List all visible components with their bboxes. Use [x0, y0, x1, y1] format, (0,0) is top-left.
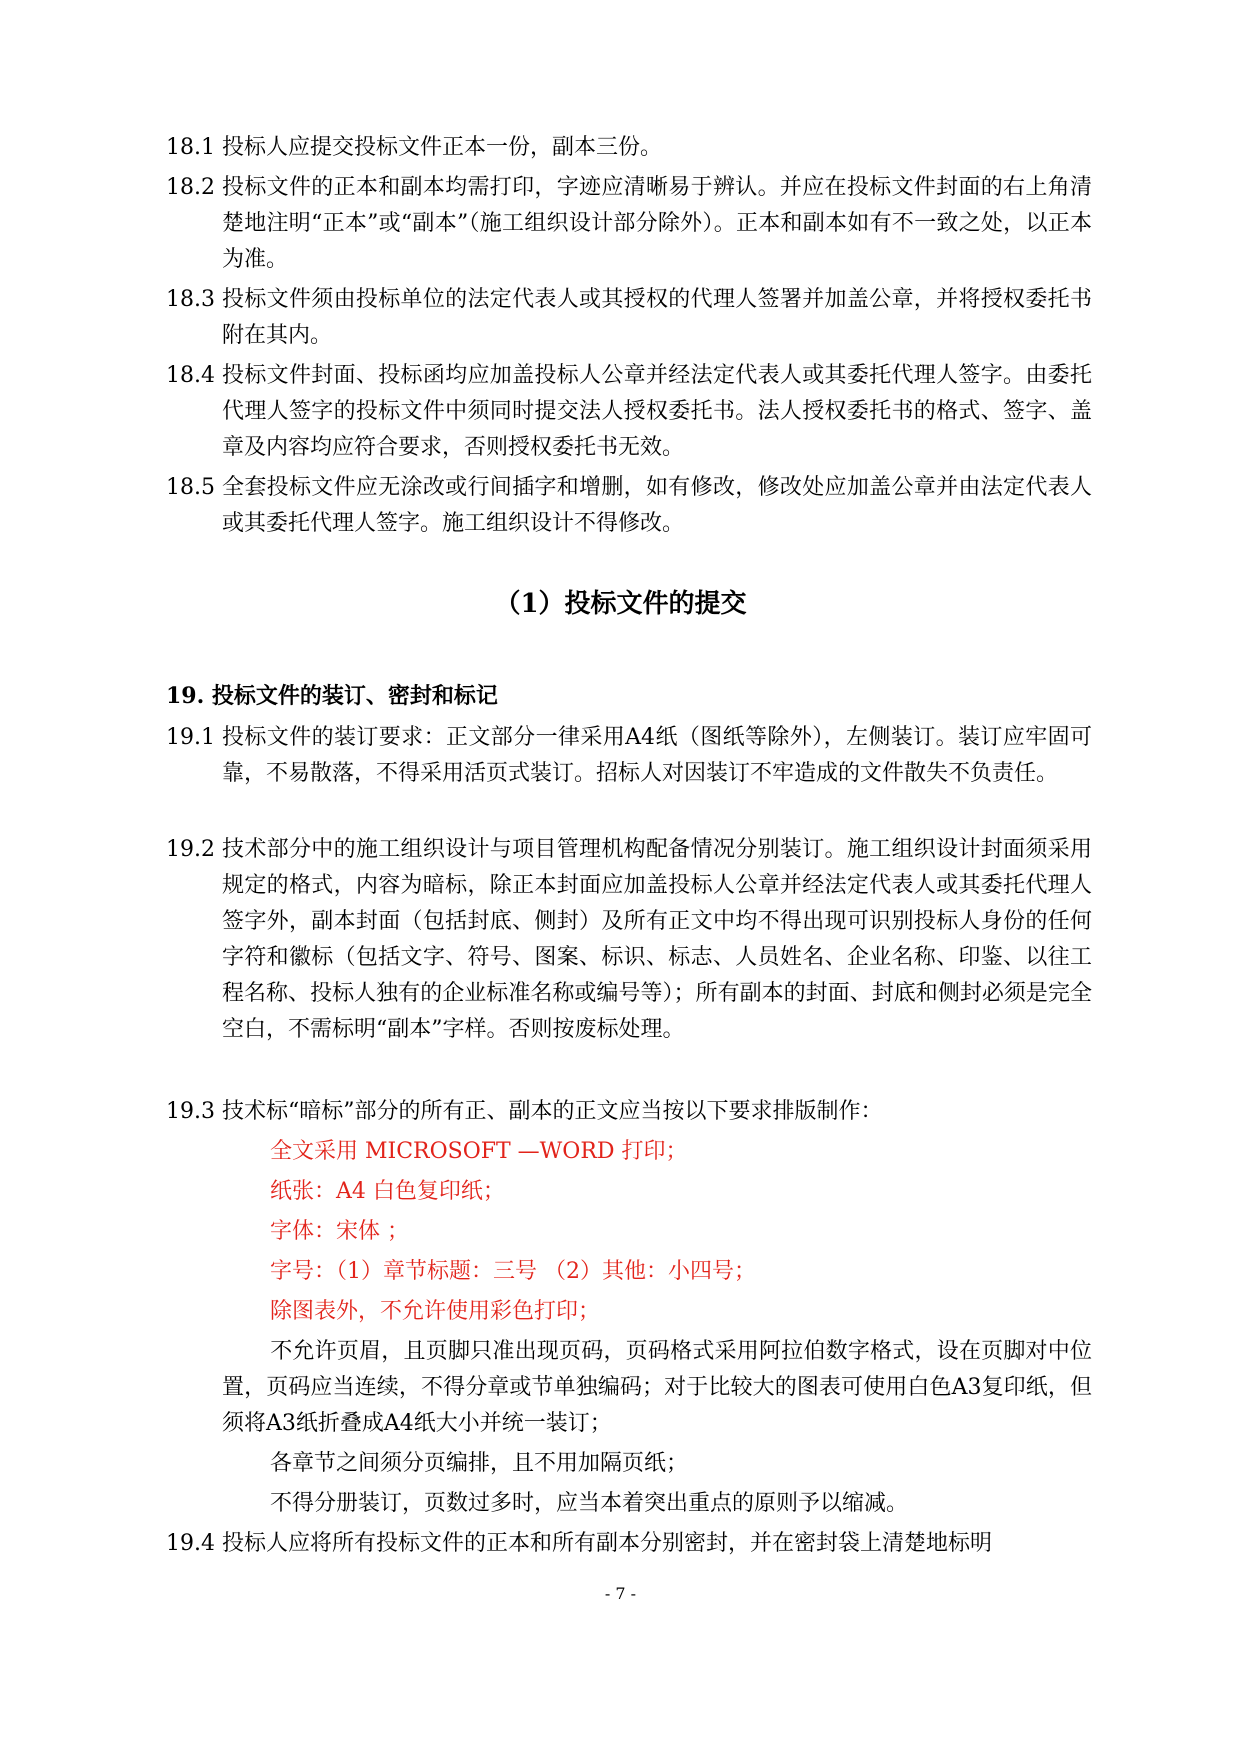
- clause-number: 18.5: [166, 475, 215, 500]
- red-requirement-item: 除图表外，不允许使用彩色打印；: [270, 1299, 601, 1324]
- body-paragraph: [0, 1446, 1092, 1482]
- clause-number: 19.1: [166, 725, 215, 750]
- paragraph-text: 各章节之间须分页编排，且不用加隔页纸；: [270, 1451, 689, 1476]
- paragraph-text: 不得分册装订，页数过多时，应当本着突出重点的原则予以缩减。: [270, 1491, 909, 1516]
- body-paragraph: [0, 1334, 1092, 1442]
- clause-text: 技术标“暗标”部分的所有正、副本的正文应当按以下要求排版制作：: [222, 1099, 883, 1124]
- clause-number: 18.4: [166, 363, 215, 388]
- red-requirement-item: 字号：（1）章节标题：三号 （2）其他：小四号；: [270, 1259, 756, 1284]
- clause-19-4: [0, 1526, 1241, 1562]
- paragraph-text: 不允许页眉，且页脚只准出现页码，页码格式采用阿拉伯数字格式，设在页脚对中位置，页码应当连续，不得分章或节单独编码；对于比较大的图表可使用白色A3复印纸，但须将A3纸折叠成A4纸大小并统一装订；: [222, 1339, 1092, 1436]
- red-requirement-item: 纸张：A4 白色复印纸；: [270, 1179, 505, 1204]
- red-requirement-item: 全文采用 MICROSOFT —WORD 打印；: [270, 1139, 688, 1164]
- clause-18-3: [0, 282, 1241, 354]
- clause-number: 19.4: [166, 1531, 215, 1556]
- clause-text: 投标人应将所有投标文件的正本和所有副本分别密封，并在密封袋上清楚地标明: [222, 1531, 993, 1556]
- clause-18-1: [0, 130, 1241, 166]
- body-paragraph: [0, 1486, 1092, 1522]
- clause-number: 19.3: [166, 1099, 215, 1124]
- clause-text: 全套投标文件应无涂改或行间插字和增删，如有修改，修改处应加盖公章并由法定代表人或其委托代理人签字。施工组织设计不得修改。: [222, 475, 1092, 536]
- clause-number: 18.3: [166, 287, 215, 312]
- page-number: - 7 -: [604, 1584, 637, 1603]
- clause-text: 技术部分中的施工组织设计与项目管理机构配备情况分别装订。施工组织设计封面须采用规定的格式，内容为暗标，除正本封面应加盖投标人公章并经法定代表人或其委托代理人签字外，副本封面（包括封底、侧封）及所有正文中均不得出现可识别投标人身份的任何字符和徽标（包括文字、符号、图案、标识、标志、人员姓名、企业名称、印鉴、以往工程名称、投标人独有的企业标准名称或编号等）；所有副本的封面、封底和侧封必须是完全空白，不需标明“副本”字样。否则按废标处理。: [222, 837, 1092, 1042]
- clause-18-4: [0, 358, 1241, 466]
- clause-19-3: [0, 1094, 1241, 1130]
- clause-number: 18.2: [166, 175, 215, 200]
- clause-text: 投标文件的装订要求：正文部分一律采用A4纸（图纸等除外），左侧装订。装订应牢固可靠，不易散落，不得采用活页式装订。招标人对因装订不牢造成的文件散失不负责任。: [222, 725, 1092, 786]
- clause-number: 19.2: [166, 837, 215, 862]
- clause-text: 投标人应提交投标文件正本一份，副本三份。: [222, 135, 663, 160]
- clause-18-2: [0, 170, 1241, 278]
- clause-18-5: [0, 470, 1241, 542]
- clause-number: 18.1: [166, 135, 215, 160]
- red-requirement-item: 字体：宋体 ；: [270, 1219, 409, 1244]
- clause-text: 投标文件须由投标单位的法定代表人或其授权的代理人签署并加盖公章，并将授权委托书附在其内。: [222, 287, 1092, 348]
- clause-text: 投标文件的正本和副本均需打印，字迹应清晰易于辨认。并应在投标文件封面的右上角清楚地注明“正本”或“副本”（施工组织设计部分除外）。正本和副本如有不一致之处，以正本为准。: [222, 175, 1092, 272]
- article-title: 19. 投标文件的装订、密封和标记: [166, 683, 498, 709]
- clause-19-1: [0, 720, 1241, 792]
- clause-text: 投标文件封面、投标函均应加盖投标人公章并经法定代表人或其委托代理人签字。由委托代理人签字的投标文件中须同时提交法人授权委托书。法人授权委托书的格式、签字、盖章及内容均应符合要求，否则授权委托书无效。: [222, 363, 1092, 460]
- section-title: （1）投标文件的提交: [494, 589, 747, 619]
- clause-19-2: [0, 832, 1241, 1048]
